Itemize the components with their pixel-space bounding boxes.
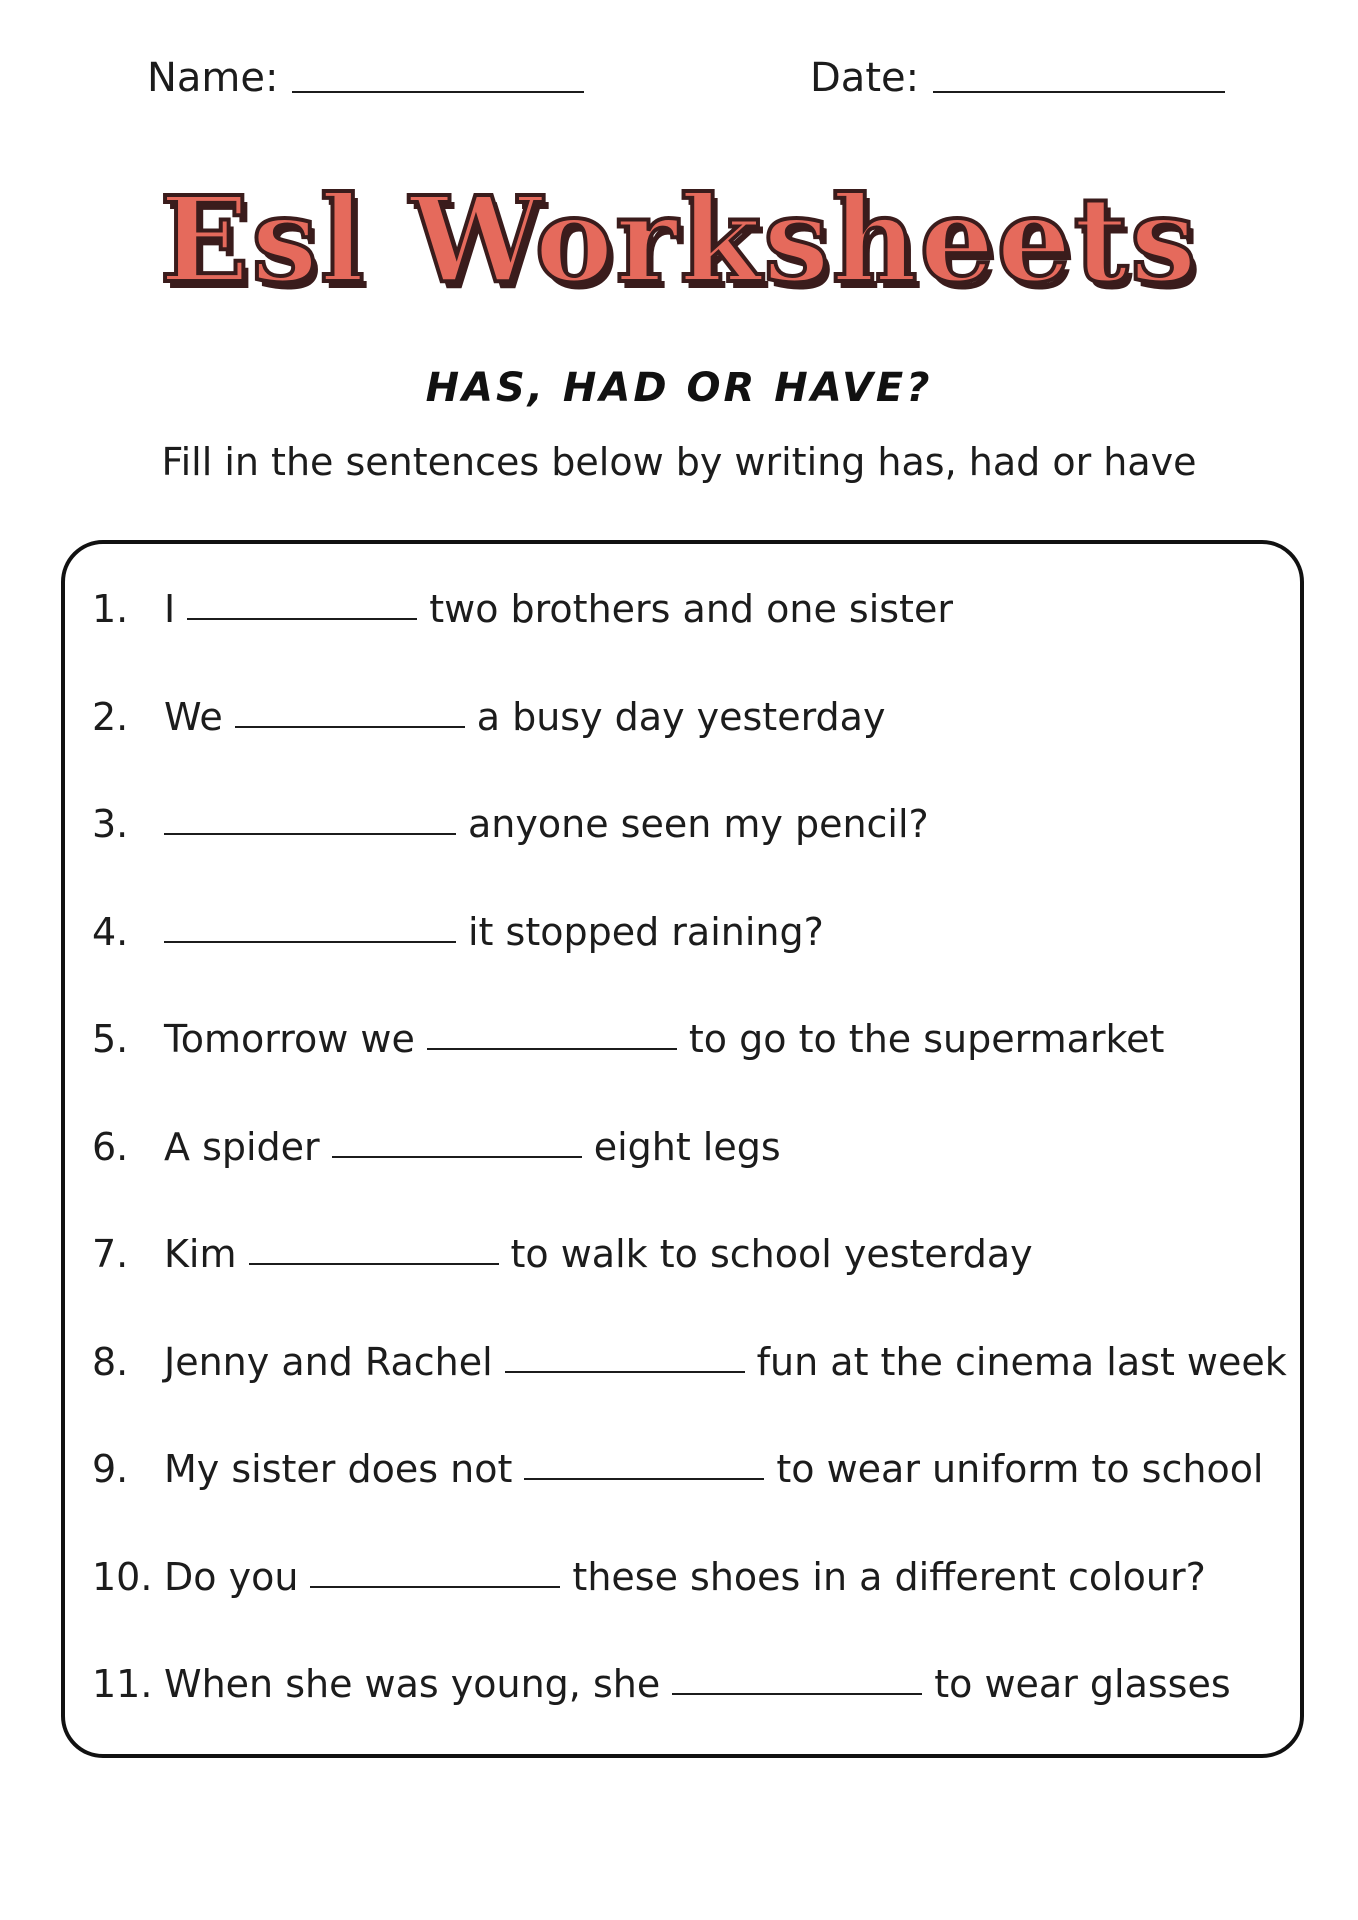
question-text-before: I [164, 587, 176, 631]
date-field[interactable] [810, 55, 1225, 101]
question-text-after: a busy day yesterday [476, 695, 886, 739]
question-text-before: Do you [164, 1555, 299, 1599]
date-label: Date: [810, 55, 920, 101]
question-text-after: these shoes in a different colour? [572, 1555, 1206, 1599]
question-8 [92, 1340, 1287, 1384]
answer-blank[interactable] [235, 726, 465, 728]
question-text-after: two brothers and one sister [429, 587, 953, 631]
question-4 [92, 910, 824, 954]
question-text-after: fun at the cinema last week [756, 1340, 1287, 1384]
question-10 [92, 1555, 1206, 1599]
question-text-before: We [164, 695, 223, 739]
name-field[interactable] [147, 55, 584, 101]
worksheet-subtitle: HAS, HAD OR HAVE? [425, 365, 933, 411]
answer-blank[interactable] [164, 833, 456, 835]
question-number: 6. [92, 1125, 129, 1169]
question-text-after: eight legs [593, 1125, 781, 1169]
question-text-after: it stopped raining? [468, 910, 824, 954]
question-text-after: to wear glasses [934, 1662, 1231, 1706]
question-number: 3. [92, 802, 129, 846]
question-text-after: to wear uniform to school [776, 1447, 1264, 1491]
question-number: 7. [92, 1232, 129, 1276]
question-11 [92, 1662, 1231, 1706]
question-3 [92, 802, 929, 846]
question-2 [92, 695, 885, 739]
question-number: 5. [92, 1017, 129, 1061]
worksheet-title: Esl Worksheets [159, 170, 1199, 309]
question-text-after: to go to the supermarket [688, 1017, 1165, 1061]
question-text-before: Jenny and Rachel [164, 1340, 493, 1384]
question-7 [92, 1232, 1033, 1276]
question-number: 8. [92, 1340, 129, 1384]
answer-blank[interactable] [249, 1263, 499, 1265]
question-text-before: When she was young, she [164, 1662, 661, 1706]
question-number: 4. [92, 910, 129, 954]
question-1 [92, 587, 953, 631]
question-6 [92, 1125, 781, 1169]
instruction-text: Fill in the sentences below by writing has, had or have [161, 440, 1197, 484]
question-text-before: A spider [164, 1125, 320, 1169]
answer-blank[interactable] [187, 618, 417, 620]
question-text-after: anyone seen my pencil? [468, 802, 929, 846]
question-number: 1. [92, 587, 129, 631]
answer-blank[interactable] [332, 1156, 582, 1158]
answer-blank[interactable] [164, 941, 456, 943]
answer-blank[interactable] [672, 1693, 922, 1695]
header-row [0, 55, 1358, 115]
question-text-before: Kim [164, 1232, 237, 1276]
question-text-before: My sister does not [164, 1447, 513, 1491]
answer-blank[interactable] [524, 1478, 764, 1480]
question-text-after: to walk to school yesterday [510, 1232, 1033, 1276]
question-number: 2. [92, 695, 129, 739]
name-label: Name: [147, 55, 279, 101]
answer-blank[interactable] [427, 1048, 677, 1050]
date-blank-line[interactable] [933, 91, 1225, 93]
answer-blank[interactable] [310, 1586, 560, 1588]
question-text-before: Tomorrow we [164, 1017, 415, 1061]
question-number: 9. [92, 1447, 129, 1491]
question-number: 10. [92, 1555, 153, 1599]
answer-blank[interactable] [505, 1371, 745, 1373]
question-number: 11. [92, 1662, 153, 1706]
name-blank-line[interactable] [292, 91, 584, 93]
question-5 [92, 1017, 1164, 1061]
question-9 [92, 1447, 1264, 1491]
